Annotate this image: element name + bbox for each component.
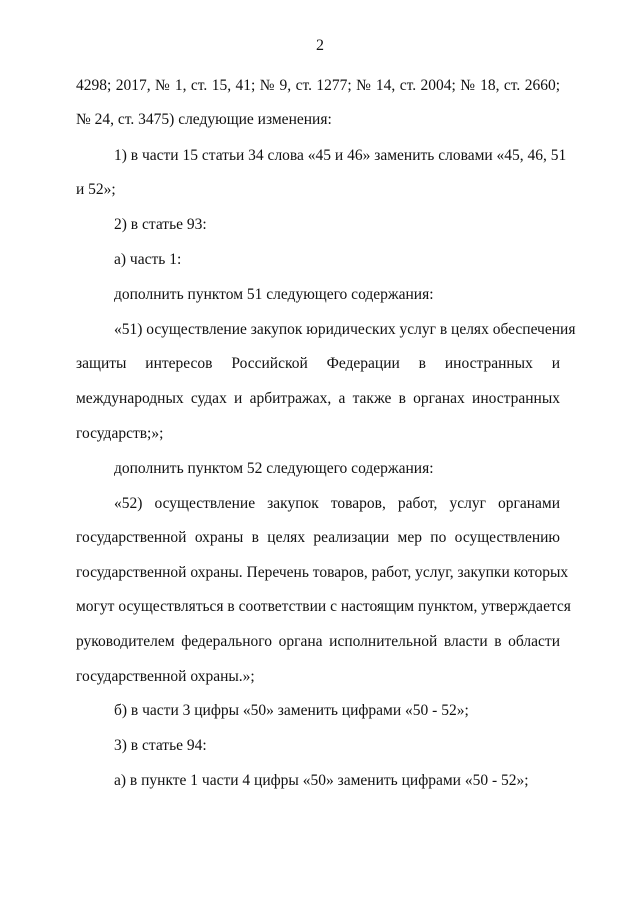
text-line: могут осуществляться в соответствии с настоящим пунктом, утверждается — [76, 598, 571, 615]
text-line: б) в части 3 цифры «50» заменить цифрами «50 - 52»; — [114, 702, 469, 719]
page-number: 2 — [316, 37, 324, 54]
text-line: защиты интересов Российской Федерации в иностранных и — [76, 355, 560, 372]
text-line: государственной охраны. Перечень товаров, работ, услуг, закупки которых — [76, 564, 569, 581]
text-line: 2) в статье 93: — [114, 216, 207, 233]
text-line: 1) в части 15 статьи 34 слова «45 и 46» заменить словами «45, 46, 51 — [114, 147, 567, 164]
text-line: 3) в статье 94: — [114, 737, 207, 754]
text-line: «52) осуществление закупок товаров, работ, услуг органами — [114, 495, 560, 512]
text-line: международных судах и арбитражах, а также в органах иностранных — [76, 390, 560, 407]
text-line: а) в пункте 1 части 4 цифры «50» заменить цифрами «50 - 52»; — [114, 772, 529, 789]
text-line: государств;»; — [76, 425, 164, 442]
text-line: дополнить пунктом 52 следующего содержания: — [114, 460, 434, 477]
text-line: дополнить пунктом 51 следующего содержания: — [114, 286, 434, 303]
text-line: и 52»; — [76, 181, 116, 198]
text-line: руководителем федерального органа исполнительной власти в области — [76, 633, 560, 650]
text-line: 4298; 2017, № 1, ст. 15, 41; № 9, ст. 1277; № 14, ст. 2004; № 18, ст. 2660; — [76, 77, 560, 94]
text-line: № 24, ст. 3475) следующие изменения: — [76, 111, 332, 128]
text-line: «51) осуществление закупок юридических услуг в целях обеспечения — [114, 321, 576, 338]
text-line: а) часть 1: — [114, 251, 182, 268]
text-line: государственной охраны.»; — [76, 668, 255, 685]
text-line: государственной охраны в целях реализации мер по осуществлению — [76, 529, 560, 546]
